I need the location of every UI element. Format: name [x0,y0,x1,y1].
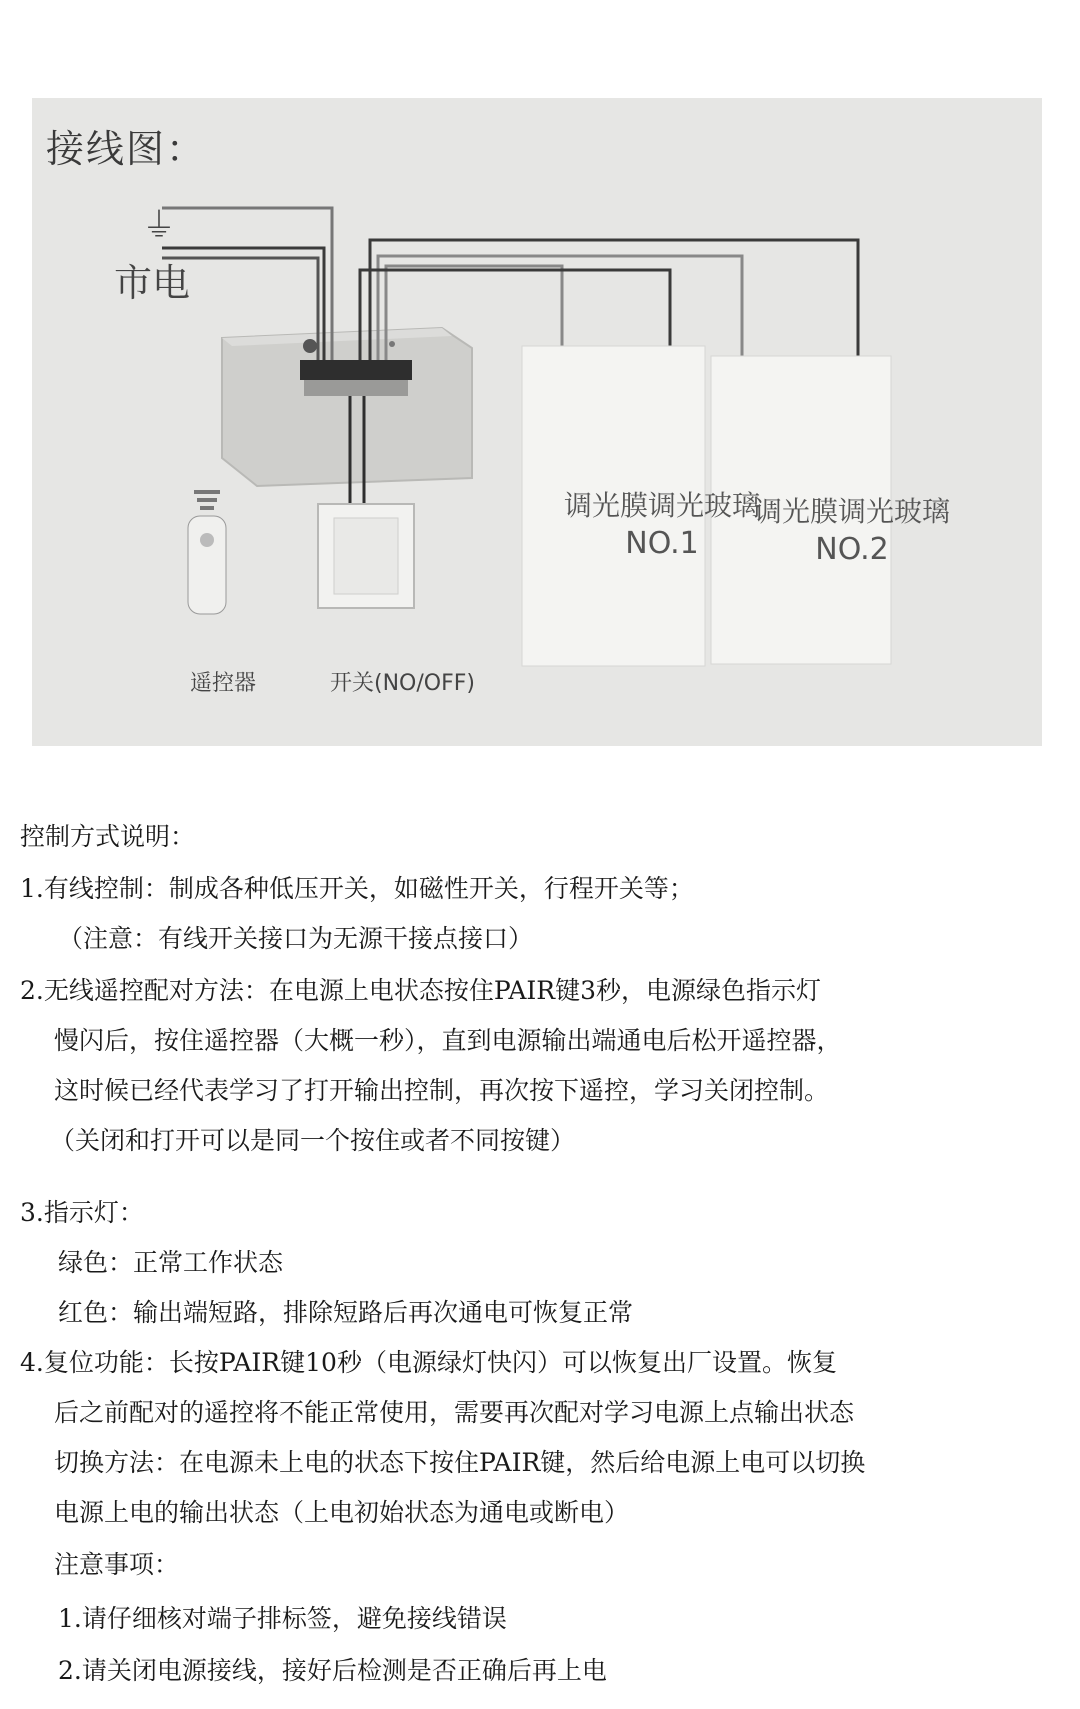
power-supply-box [222,328,472,486]
note-1: 1.请仔细核对端子排标签，避免接线错误 [58,1604,507,1633]
diagram-title: 接线图： [46,127,207,171]
switch-label: 开关(NO/OFF) [330,671,475,696]
item-4-line-2: 后之前配对的遥控将不能正常使用，需要再次配对学习电源上点输出状态 [54,1398,855,1427]
item-4-line-3: 切换方法：在电源未上电的状态下按住PAIR键，然后给电源上电可以切换 [54,1448,866,1477]
item-3: 3.指示灯： [20,1198,144,1227]
item-3-green: 绿色：正常工作状态 [58,1248,284,1277]
panel-1-number: NO.1 [625,526,699,561]
item-1-note: （注意：有线开关接口为无源干接点接口） [58,924,534,953]
item-4-line-4: 电源上电的输出状态（上电初始状态为通电或断电） [54,1498,630,1527]
remote-label: 遥控器 [190,671,257,696]
wiring-diagram-photo [32,98,1042,746]
wiring-diagram-drawing [32,98,1042,746]
item-2-line-1: 2.无线遥控配对方法：在电源上电状态按住PAIR键3秒，电源绿色指示灯 [20,976,822,1005]
panel-2-title: 调光膜调光玻璃 [753,495,950,528]
item-2-line-4: （关闭和打开可以是同一个按住或者不同按键） [50,1126,576,1155]
wall-switch-icon [318,504,414,608]
notes-heading: 注意事项： [54,1550,180,1579]
item-2-line-2: 慢闪后，按住遥控器（大概一秒），直到电源输出端通电后松开遥控器， [54,1026,842,1055]
ground-symbol-label: ⏚ [142,206,176,246]
item-4-line-1: 4.复位功能：长按PAIR键10秒（电源绿灯快闪）可以恢复出厂设置。恢复 [20,1348,837,1377]
item-2-line-3: 这时候已经代表学习了打开输出控制，再次按下遥控，学习关闭控制。 [54,1076,830,1105]
panel-1-title: 调光膜调光玻璃 [563,489,760,522]
mains-power-label: 市电 [114,261,191,305]
item-1: 1.有线控制：制成各种低压开关，如磁性开关，行程开关等； [20,874,694,903]
panel-2-number: NO.2 [815,532,889,567]
instructions-heading: 控制方式说明： [20,822,196,851]
item-3-red: 红色：输出端短路，排除短路后再次通电可恢复正常 [58,1298,634,1327]
note-2: 2.请关闭电源接线，接好后检测是否正确后再上电 [58,1656,607,1685]
remote-control-icon [188,490,226,614]
